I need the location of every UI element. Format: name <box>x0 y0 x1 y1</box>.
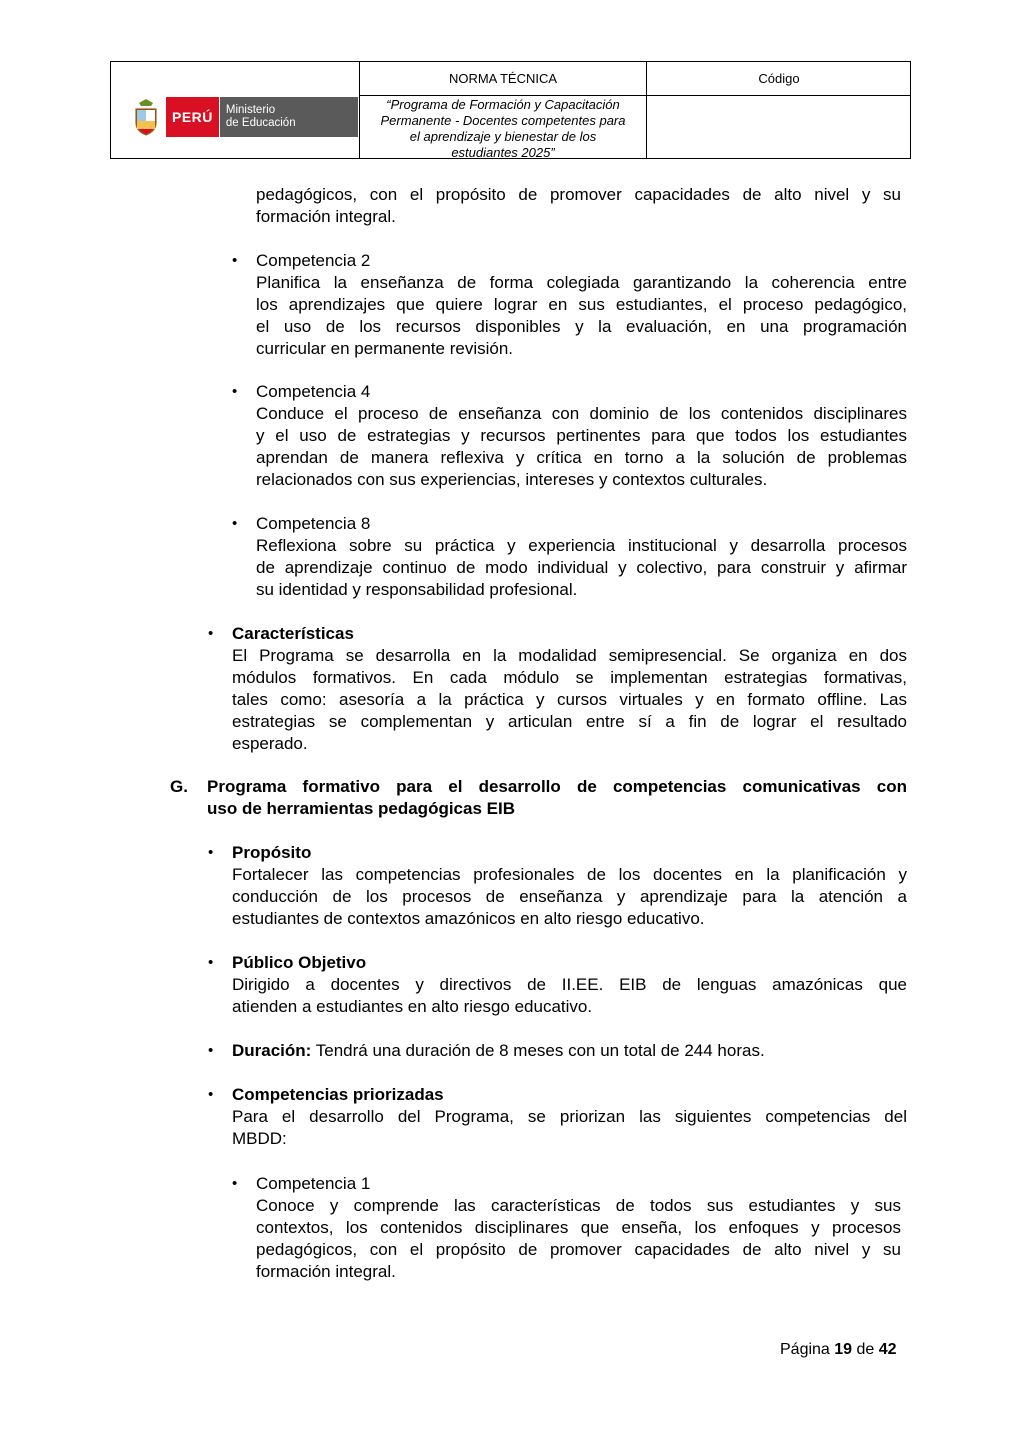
proposito-heading: Propósito <box>232 843 312 862</box>
priorizadas-heading: Competencias priorizadas <box>232 1085 444 1104</box>
section-g-heading: Programa formativo para el desarrollo de competencias comunicativas con uso de herramientas pedagógicas EIB <box>207 777 907 818</box>
caracteristicas-section: Características El Programa se desarrolla en la modalidad semipresencial. Se organiza en dos módulos formativos. En cada módulo se implementan estrategias formativas, tales como: asesoría a la práctica y cursos virtuales y en formato offline. Las estrategias se complementan y articulan entre sí a fin de lograr el resultado esperado. <box>232 624 907 753</box>
duracion-section: Duración: Tendrá una duración de 8 meses con un total de 244 horas. <box>232 1041 765 1060</box>
publico-heading: Público Objetivo <box>232 953 367 972</box>
codigo-label: Código <box>758 71 800 86</box>
competencias-priorizadas-section: Competencias priorizadas Para el desarrollo del Programa, se priorizan las siguientes competencias del MBDD: <box>232 1085 907 1148</box>
bullet-icon: • <box>208 844 214 861</box>
coat-of-arms-icon <box>131 97 161 137</box>
intro-paragraph: pedagógicos, con el propósito de promover capacidades de alto nivel y su formación integral. <box>256 185 901 226</box>
bullet-icon: • <box>208 1086 214 1103</box>
page-number: Página 19 de 42 <box>780 1341 897 1358</box>
competencia-4: Competencia 4 Conduce el proceso de enseñanza con dominio de los contenidos disciplinares y el uso de estrategias y recursos pertinentes para que todos los estudiantes aprendan de manera reflexiva y crítica en torno a la solución de problemas relacionados con sus experiencias, intereses y contextos culturales. <box>256 382 907 489</box>
minedu-logo <box>131 95 358 139</box>
bullet-icon: • <box>232 383 238 400</box>
section-g-letter: G. <box>170 777 188 796</box>
competencia-8: Competencia 8 Reflexiona sobre su práctica y experiencia institucional y desarrolla procesos de aprendizaje continuo de modo individual y colectivo, para construir y afirmar su identidad y responsabilidad profesional. <box>256 514 907 599</box>
norma-tecnica-label: NORMA TÉCNICA <box>448 71 558 86</box>
competencia-2: Competencia 2 Planifica la enseñanza de forma colegiada garantizando la coherencia entre los aprendizajes que quiere lograr en sus estudiantes, el proceso pedagógico, el uso de los recursos disponibles y la evaluación, en una programación curricular en permanente revisión. <box>256 251 907 358</box>
document-header-table <box>110 61 911 159</box>
ministry-label: Ministerio de Educación <box>219 97 358 137</box>
bullet-icon: • <box>208 1042 214 1059</box>
caracteristicas-heading: Características <box>232 624 354 643</box>
bullet-icon: • <box>232 1175 238 1192</box>
proposito-section: Propósito Fortalecer las competencias profesionales de los docentes en la planificación y conducción de los procesos de enseñanza y aprendizaje para la atención a estudiantes de contextos amazónicos en alto riesgo educativo. <box>232 843 907 928</box>
bullet-icon: • <box>208 954 214 971</box>
program-title: “Programa de Formación y Capacitación Permanente - Docentes competentes para el aprendizaje y bienestar de los estudiantes 2025” <box>380 97 626 160</box>
bullet-icon: • <box>232 515 238 532</box>
bullet-icon: • <box>232 252 238 269</box>
publico-objetivo-section: Público Objetivo Dirigido a docentes y directivos de II.EE. EIB de lenguas amazónicas que atienden a estudiantes en alto riesgo educativo. <box>232 953 907 1016</box>
duracion-heading: Duración: <box>232 1041 312 1060</box>
peru-label: PERÚ <box>166 97 219 137</box>
bullet-icon: • <box>208 625 214 642</box>
competencia-1: Competencia 1 Conoce y comprende las características de todos sus estudiantes y sus contextos, los contenidos disciplinares que enseña, los enfoques y procesos pedagógicos, con el propósito de promover capacidades de alto nivel y su formación integral. <box>256 1174 901 1281</box>
